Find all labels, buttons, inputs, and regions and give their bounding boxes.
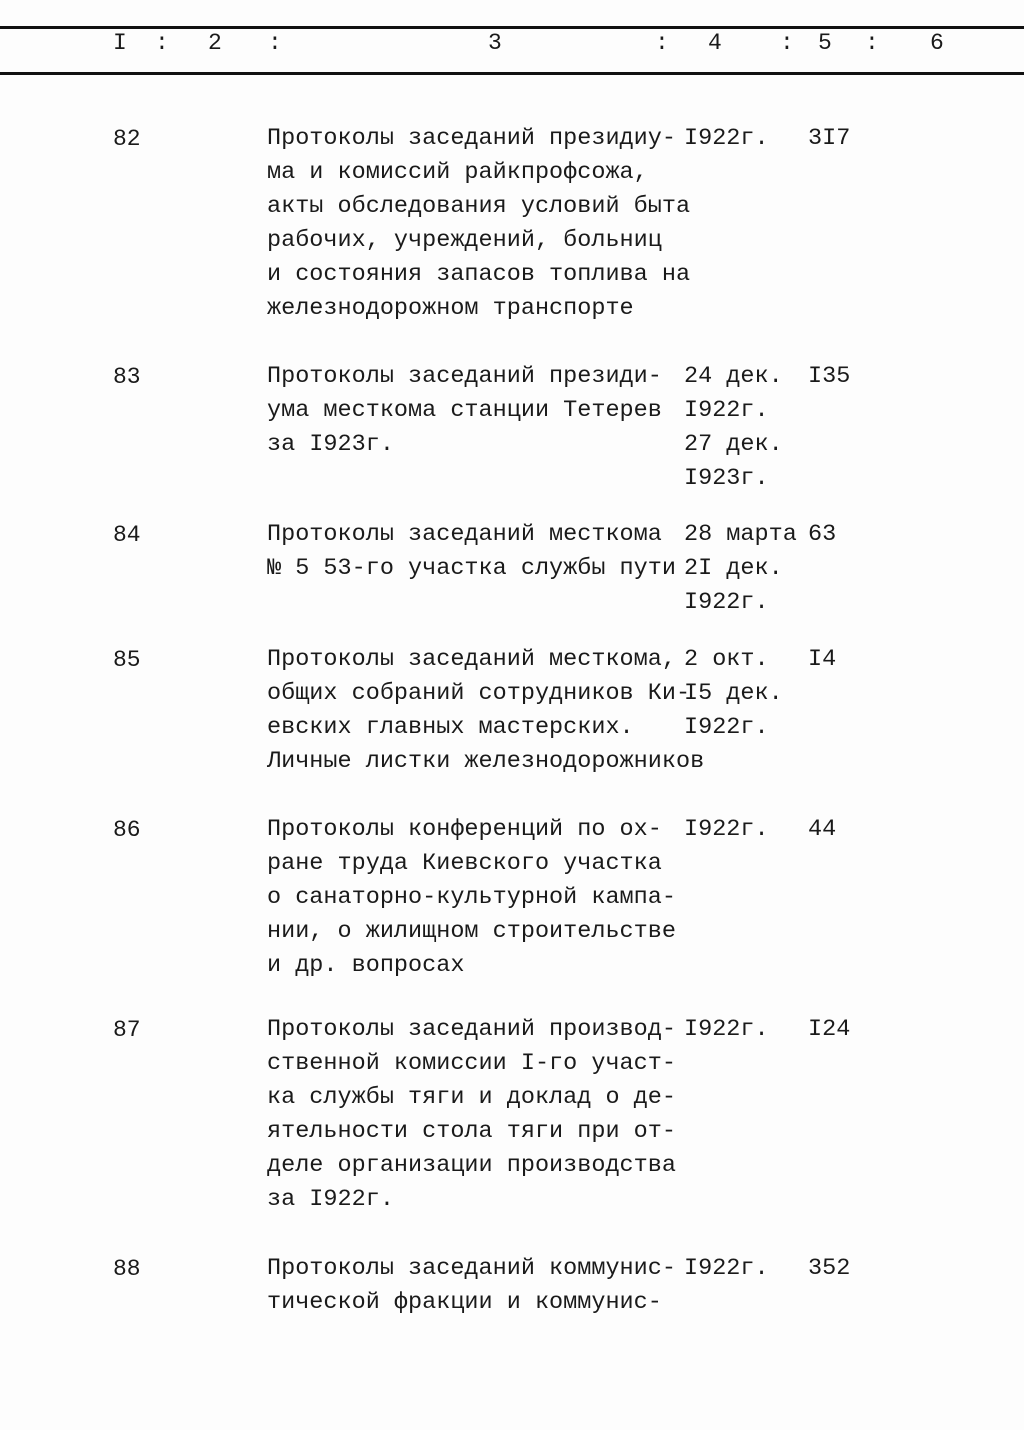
header-top-rule xyxy=(0,26,1024,29)
sheet-count: I35 xyxy=(808,363,851,390)
description-line: ма и комиссий райкпрофсожа, xyxy=(267,159,648,186)
description-line: Протоколы заседаний производ- xyxy=(267,1016,676,1043)
description-line: Личные листки железнодорожников xyxy=(267,748,705,775)
column-separator: : xyxy=(865,30,879,56)
description-line: и др. вопросах xyxy=(267,952,465,979)
date-line: I5 дек. xyxy=(684,680,783,707)
item-description xyxy=(267,1252,676,1320)
item-dates xyxy=(684,1013,769,1047)
column-separator: : xyxy=(268,30,282,56)
description-line: Протоколы заседаний месткома xyxy=(267,521,662,548)
description-line: ка службы тяги и доклад о де- xyxy=(267,1084,676,1111)
column-separator: : xyxy=(155,30,169,56)
description-line: № 5 53-го участка службы пути xyxy=(267,555,676,582)
column-number: 5 xyxy=(818,30,832,56)
description-line: рабочих, учреждений, больниц xyxy=(267,227,662,254)
column-separator: : xyxy=(780,30,794,56)
column-number: 2 xyxy=(208,30,222,56)
item-dates xyxy=(684,518,797,620)
date-line: 27 дек. xyxy=(684,431,783,458)
date-line: I922г. xyxy=(684,1016,769,1043)
date-line: I923г. xyxy=(684,465,769,492)
date-line: I922г. xyxy=(684,816,769,843)
date-line: I922г. xyxy=(684,397,769,424)
item-dates xyxy=(684,813,769,847)
date-line: 2 окт. xyxy=(684,646,769,673)
item-description xyxy=(267,643,704,779)
sheet-count: I24 xyxy=(808,1016,851,1043)
item-number: 88 xyxy=(113,1256,141,1282)
item-number: 85 xyxy=(113,647,141,673)
item-dates xyxy=(684,122,769,156)
description-line: евских главных мастерских. xyxy=(267,714,634,741)
item-description xyxy=(267,360,662,462)
item-dates xyxy=(684,643,783,745)
item-dates xyxy=(684,1252,769,1286)
description-line: деле организации производства xyxy=(267,1152,676,1179)
column-number: 4 xyxy=(708,30,722,56)
description-line: железнодорожном транспорте xyxy=(267,295,634,322)
column-separator: : xyxy=(655,30,669,56)
description-line: Протоколы заседаний президиу- xyxy=(267,125,676,152)
date-line: I922г. xyxy=(684,1255,769,1282)
description-line: ране труда Киевского участка xyxy=(267,850,662,877)
date-line: 28 марта xyxy=(684,521,797,548)
description-line: ственной комиссии I-го участ- xyxy=(267,1050,676,1077)
description-line: ума месткома станции Тетерев xyxy=(267,397,662,424)
column-number: 6 xyxy=(930,30,944,56)
item-number: 87 xyxy=(113,1017,141,1043)
item-dates xyxy=(684,360,783,496)
header-bottom-rule xyxy=(0,72,1024,75)
column-number: I xyxy=(113,30,127,56)
description-line: общих собраний сотрудников Ки- xyxy=(267,680,691,707)
description-line: Протоколы заседаний президи- xyxy=(267,363,662,390)
description-line: Протоколы конференций по ох- xyxy=(267,816,662,843)
sheet-count: 63 xyxy=(808,521,837,548)
date-line: I922г. xyxy=(684,714,769,741)
item-number: 82 xyxy=(113,126,141,152)
description-line: Протоколы заседаний месткома, xyxy=(267,646,676,673)
description-line: за I922г. xyxy=(267,1186,394,1213)
description-line: ятельности стола тяги при от- xyxy=(267,1118,676,1145)
column-number: 3 xyxy=(488,30,502,56)
item-description xyxy=(267,518,676,586)
description-line: и состояния запасов топлива на xyxy=(267,261,691,288)
item-number: 84 xyxy=(113,522,141,548)
item-description xyxy=(267,122,690,326)
item-description xyxy=(267,1013,676,1217)
description-line: за I923г. xyxy=(267,431,394,458)
item-description xyxy=(267,813,676,983)
sheet-count: 352 xyxy=(808,1255,851,1282)
sheet-count: 44 xyxy=(808,816,837,843)
description-line: о санаторно-культурной кампа- xyxy=(267,884,676,911)
item-number: 83 xyxy=(113,364,141,390)
description-line: нии, о жилищном строительстве xyxy=(267,918,676,945)
date-line: 2I дек. xyxy=(684,555,783,582)
description-line: тической фракции и коммунис- xyxy=(267,1289,662,1316)
date-line: I922г. xyxy=(684,589,769,616)
item-number: 86 xyxy=(113,817,141,843)
description-line: Протоколы заседаний коммунис- xyxy=(267,1255,676,1282)
description-line: акты обследования условий быта xyxy=(267,193,691,220)
sheet-count: 3I7 xyxy=(808,125,851,152)
date-line: I922г. xyxy=(684,125,769,152)
date-line: 24 дек. xyxy=(684,363,783,390)
sheet-count: I4 xyxy=(808,646,837,673)
